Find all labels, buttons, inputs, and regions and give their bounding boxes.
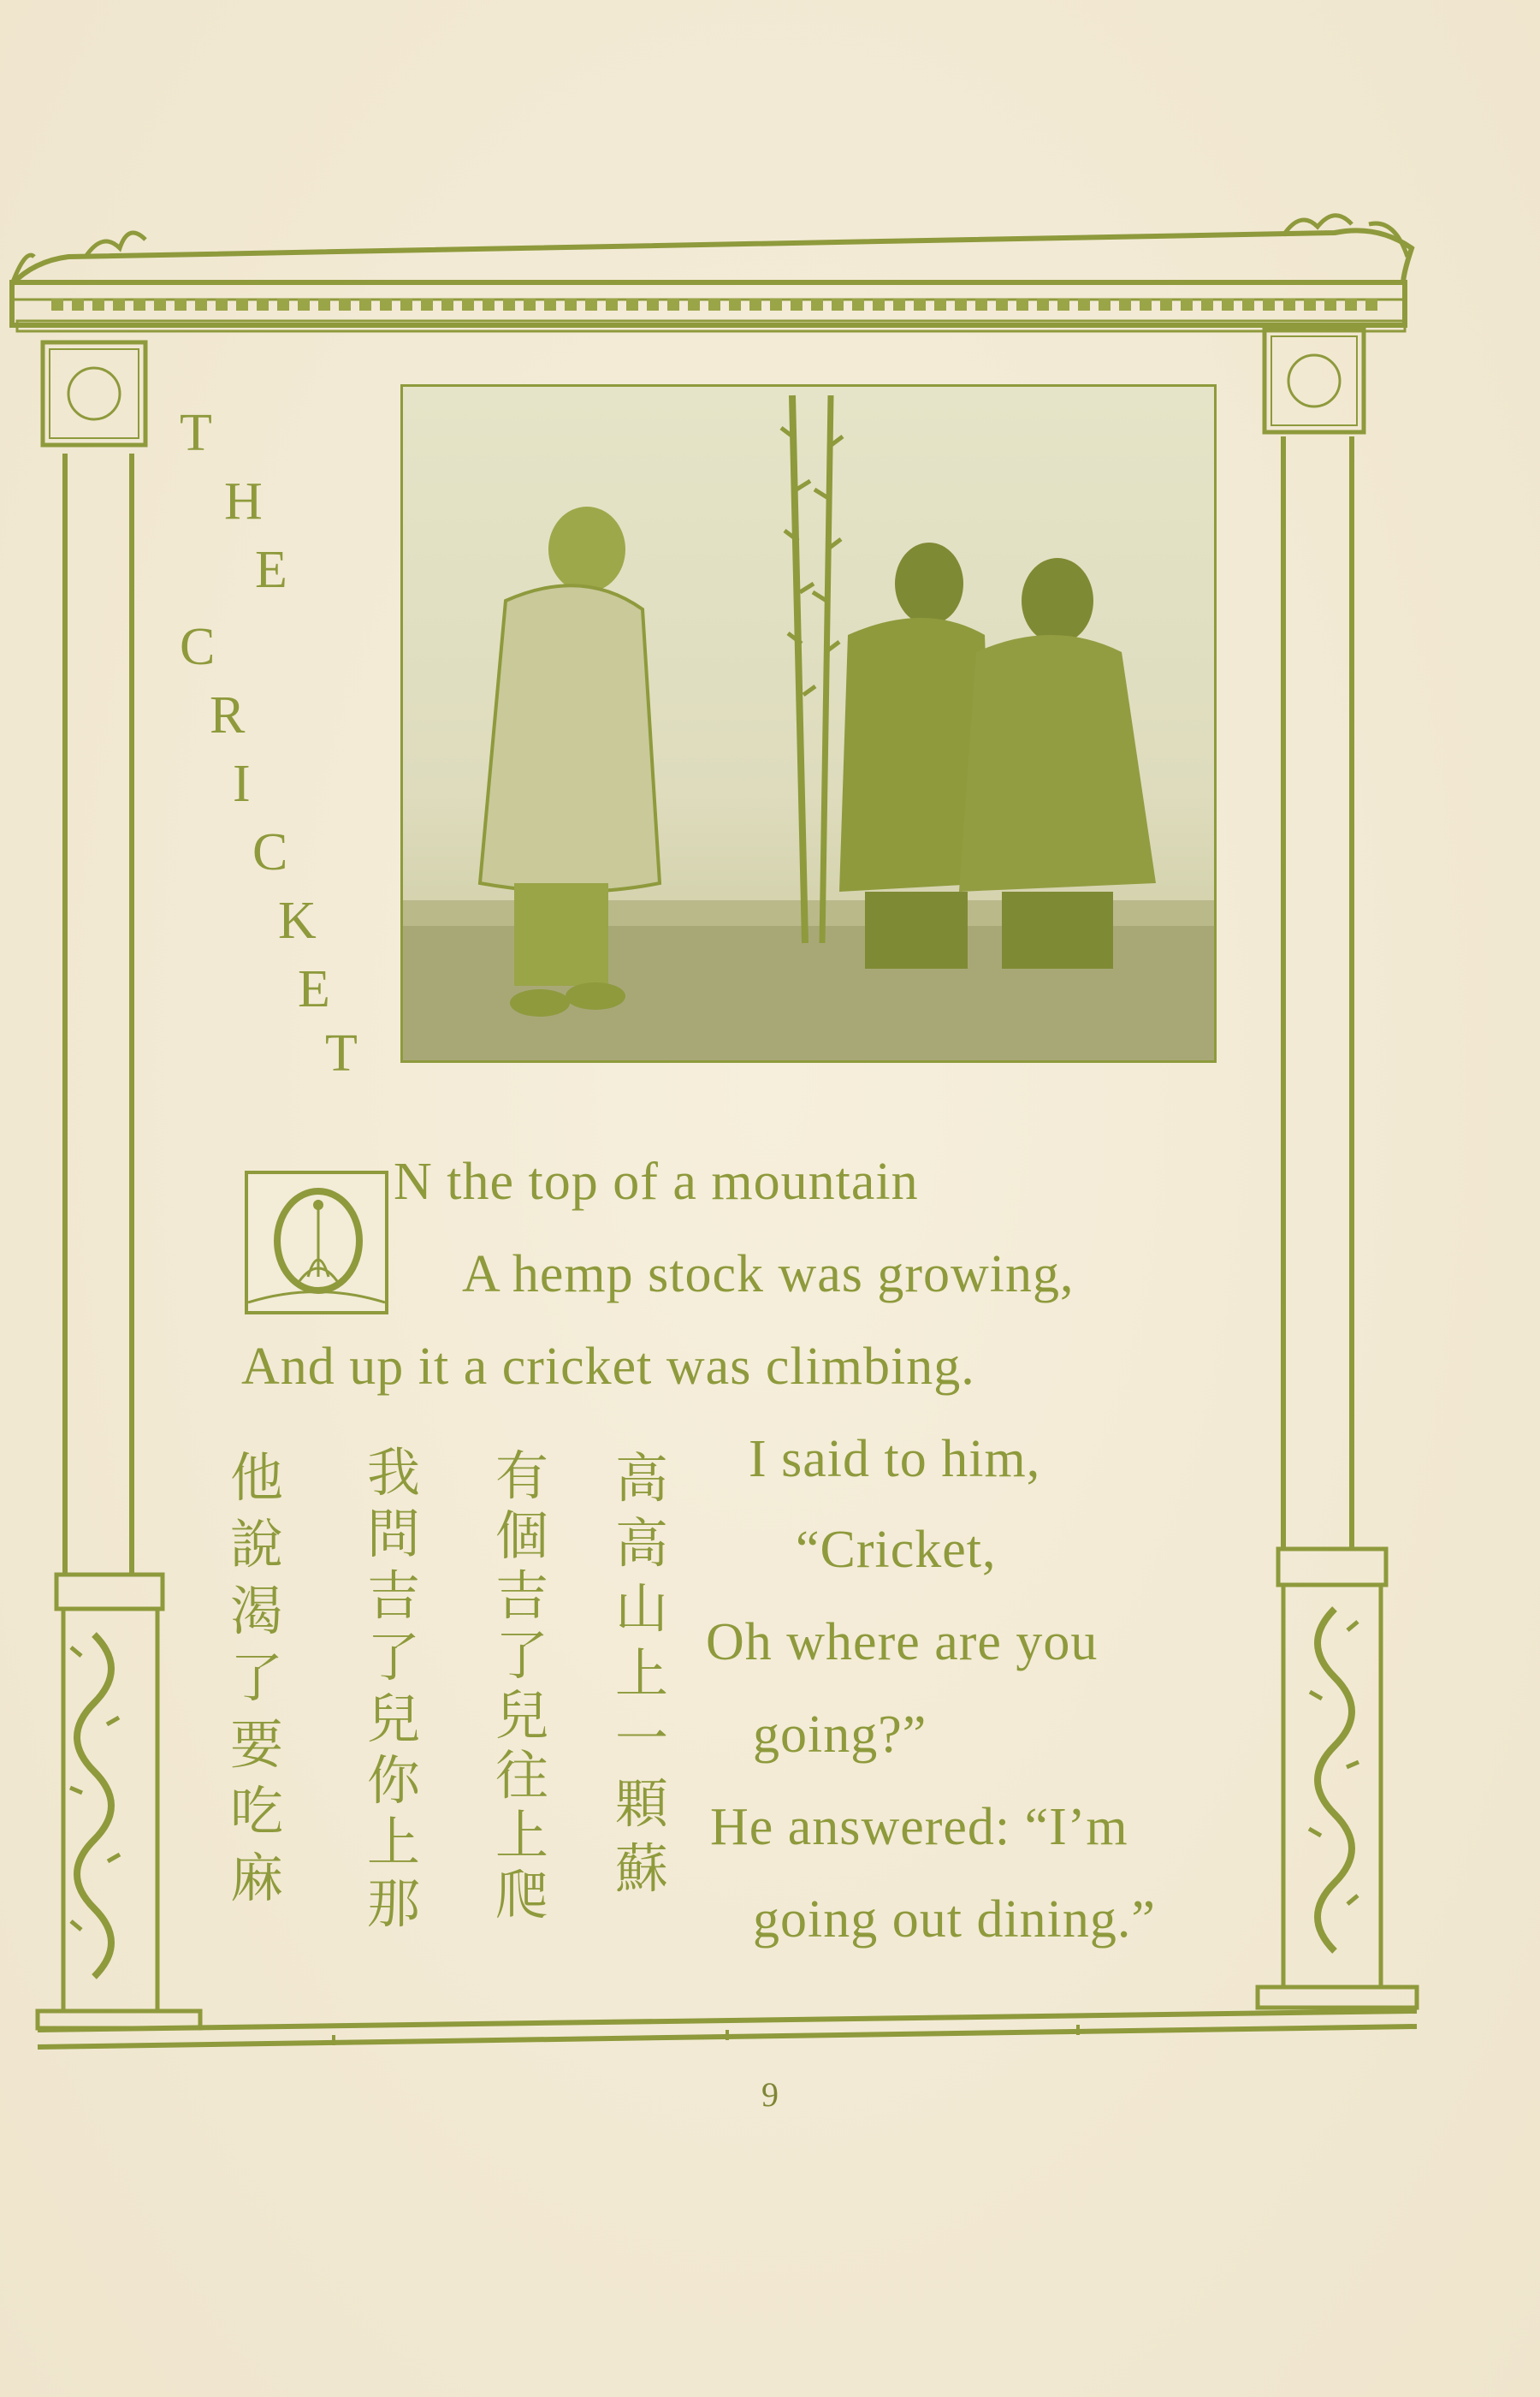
cn-char: 一 — [614, 1707, 668, 1770]
chinese-column-2 — [483, 1446, 560, 1925]
cn-char: 吉 — [495, 1564, 548, 1627]
title-letter-e: E — [255, 541, 287, 599]
title-letter-t2: T — [325, 1024, 358, 1083]
cn-char: 往 — [495, 1744, 548, 1807]
title-letter-k: K — [278, 892, 317, 950]
verse-line-3: And up it a cricket was climbing. — [241, 1338, 975, 1396]
verse-line-7: going?” — [753, 1706, 927, 1764]
title-letter-i: I — [233, 755, 251, 813]
cn-char: 要 — [229, 1713, 283, 1776]
cn-char: 上 — [495, 1804, 548, 1866]
cn-char: 上 — [614, 1642, 668, 1705]
cn-char: 了 — [229, 1646, 283, 1709]
cn-char: 說 — [229, 1513, 283, 1575]
cn-char: 兒 — [366, 1688, 420, 1750]
cn-char: 蘇 — [614, 1837, 668, 1900]
cn-char: 有 — [495, 1445, 548, 1507]
title-letter-h: H — [224, 472, 263, 531]
cn-char: 吉 — [366, 1564, 420, 1627]
cn-char: 個 — [495, 1504, 548, 1567]
cn-char: 他 — [229, 1446, 283, 1509]
cn-char: 了 — [366, 1626, 420, 1688]
title-letter-c: C — [180, 618, 216, 676]
cn-char: 你 — [366, 1749, 420, 1812]
verse-line-9: going out dining.” — [753, 1890, 1156, 1949]
title-letter-t: T — [180, 404, 212, 462]
cn-char: 了 — [495, 1624, 548, 1687]
cn-char: 兒 — [495, 1684, 548, 1747]
cn-char: 高 — [614, 1512, 668, 1575]
cn-char: 顆 — [614, 1772, 668, 1835]
verse-line-2: A hemp stock was growing, — [462, 1245, 1075, 1303]
page-number: 9 — [761, 2075, 779, 2114]
title-letter-e2: E — [298, 960, 330, 1018]
children-photograph — [400, 384, 1217, 1063]
verse-line-5: “Cricket, — [796, 1521, 997, 1579]
cn-char: 吃 — [229, 1780, 283, 1842]
verse-line-8: He answered: “I’m — [710, 1798, 1128, 1856]
verse-line-1: N the top of a mountain — [394, 1153, 919, 1211]
title-letter-c2: C — [252, 823, 288, 881]
cn-char: 高 — [614, 1447, 668, 1510]
decorated-initial-o — [245, 1171, 388, 1314]
cn-char: 渴 — [229, 1580, 283, 1642]
cn-char: 麻 — [229, 1847, 283, 1909]
cn-char: 爬 — [495, 1864, 548, 1926]
verse-line-6: Oh where are you — [706, 1613, 1099, 1671]
chinese-column-3 — [355, 1442, 432, 1935]
chinese-column-4 — [218, 1445, 295, 1912]
cn-char: 那 — [366, 1872, 420, 1935]
cn-char: 我 — [366, 1441, 420, 1504]
cn-char: 上 — [366, 1811, 420, 1873]
initial-letter — [248, 1311, 249, 1312]
cn-char: 問 — [366, 1503, 420, 1565]
cn-char: 山 — [614, 1577, 668, 1640]
chinese-column-1 — [603, 1446, 680, 1902]
verse-line-4: I said to him, — [749, 1430, 1041, 1488]
title-letter-r: R — [210, 686, 246, 745]
